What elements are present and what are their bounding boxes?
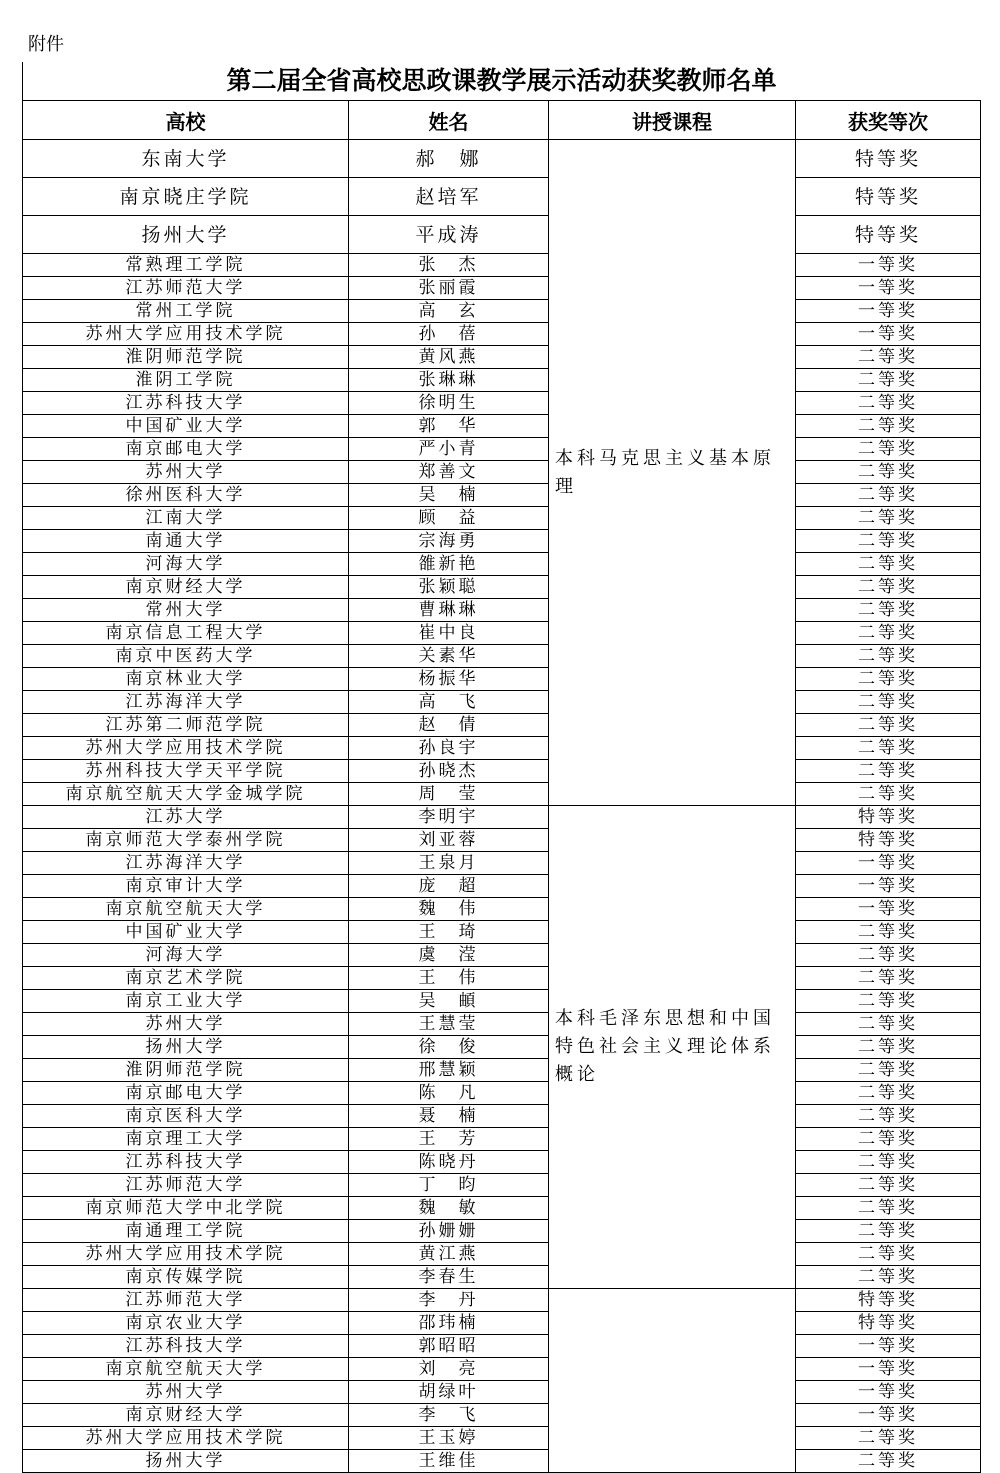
table-row [23, 829, 981, 852]
school-cell: 南京中医药大学 [23, 645, 349, 668]
award-level-cell: 二等奖 [796, 1197, 981, 1220]
school-cell: 南京艺术学院 [23, 967, 349, 990]
table-row [23, 254, 981, 277]
teacher-name-cell: 王慧莹 [349, 1013, 549, 1036]
teacher-name-cell: 邢慧颖 [349, 1059, 549, 1082]
award-level-cell: 二等奖 [796, 576, 981, 599]
teacher-name-cell: 庞 超 [349, 875, 549, 898]
table-row [23, 944, 981, 967]
table-row [23, 1450, 981, 1473]
award-level-cell: 二等奖 [796, 346, 981, 369]
school-cell: 淮阴师范学院 [23, 1059, 349, 1082]
award-level-cell: 二等奖 [796, 438, 981, 461]
teacher-name-cell: 李 丹 [349, 1289, 549, 1312]
award-level-cell: 一等奖 [796, 254, 981, 277]
award-level-cell: 一等奖 [796, 898, 981, 921]
award-level-cell: 特等奖 [796, 806, 981, 829]
award-level-cell: 二等奖 [796, 461, 981, 484]
school-cell: 淮阴工学院 [23, 369, 349, 392]
school-cell: 江苏海洋大学 [23, 691, 349, 714]
award-level-cell: 二等奖 [796, 783, 981, 806]
school-cell: 常熟理工学院 [23, 254, 349, 277]
table-row [23, 1358, 981, 1381]
school-cell: 常州工学院 [23, 300, 349, 323]
teacher-name-cell: 王泉月 [349, 852, 549, 875]
table-row [23, 216, 981, 254]
school-cell: 南京师范大学中北学院 [23, 1197, 349, 1220]
teacher-name-cell: 张 杰 [349, 254, 549, 277]
award-level-cell: 二等奖 [796, 1105, 981, 1128]
table-row [23, 1013, 981, 1036]
table-row [23, 1220, 981, 1243]
attachment-label: 附件 [28, 34, 64, 55]
teacher-name-cell: 郝 娜 [349, 140, 549, 178]
school-cell: 苏州大学 [23, 1013, 349, 1036]
award-level-cell: 二等奖 [796, 1036, 981, 1059]
table-row [23, 921, 981, 944]
teacher-name-cell: 张琳琳 [349, 369, 549, 392]
school-cell: 南京传媒学院 [23, 1266, 349, 1289]
teacher-name-cell: 曹琳琳 [349, 599, 549, 622]
table-row [23, 990, 981, 1013]
table-row [23, 668, 981, 691]
school-cell: 南京工业大学 [23, 990, 349, 1013]
header-course: 讲授课程 [549, 101, 796, 140]
table-row [23, 461, 981, 484]
teacher-name-cell: 邵玮楠 [349, 1312, 549, 1335]
award-level-cell: 二等奖 [796, 530, 981, 553]
table-row [23, 323, 981, 346]
school-cell: 苏州大学 [23, 461, 349, 484]
teacher-name-cell: 赵 倩 [349, 714, 549, 737]
teacher-name-cell: 吴 楠 [349, 484, 549, 507]
teacher-name-cell: 魏 敏 [349, 1197, 549, 1220]
award-level-cell: 一等奖 [796, 323, 981, 346]
table-row [23, 369, 981, 392]
school-cell: 江苏师范大学 [23, 1174, 349, 1197]
table-row [23, 1335, 981, 1358]
teacher-name-cell: 郭 华 [349, 415, 549, 438]
table-row [23, 622, 981, 645]
table-row [23, 530, 981, 553]
table-row [23, 737, 981, 760]
school-cell: 苏州科技大学天平学院 [23, 760, 349, 783]
teacher-name-cell: 王维佳 [349, 1450, 549, 1473]
table-row [23, 875, 981, 898]
table-row [23, 300, 981, 323]
award-level-cell: 一等奖 [796, 1404, 981, 1427]
table-row [23, 1174, 981, 1197]
school-cell: 河海大学 [23, 553, 349, 576]
teacher-name-cell: 平成涛 [349, 216, 549, 254]
school-cell: 苏州大学应用技术学院 [23, 1243, 349, 1266]
teacher-name-cell: 丁 昀 [349, 1174, 549, 1197]
table-row [23, 760, 981, 783]
teacher-name-cell: 赵培军 [349, 178, 549, 216]
school-cell: 淮阴师范学院 [23, 346, 349, 369]
course-cell: 本科毛泽东思想和中国特色社会主义理论体系概论 [549, 806, 796, 1289]
school-cell: 南京财经大学 [23, 1404, 349, 1427]
table-row [23, 898, 981, 921]
award-level-cell: 二等奖 [796, 1174, 981, 1197]
teacher-name-cell: 聂 楠 [349, 1105, 549, 1128]
award-level-cell: 二等奖 [796, 1059, 981, 1082]
teacher-name-cell: 吴 頔 [349, 990, 549, 1013]
teacher-name-cell: 胡绿叶 [349, 1381, 549, 1404]
teacher-name-cell: 徐明生 [349, 392, 549, 415]
award-level-cell: 二等奖 [796, 990, 981, 1013]
teacher-name-cell: 周 莹 [349, 783, 549, 806]
school-cell: 东南大学 [23, 140, 349, 178]
award-level-cell: 二等奖 [796, 691, 981, 714]
teacher-name-cell: 孙良宇 [349, 737, 549, 760]
teacher-name-cell: 孙姗姗 [349, 1220, 549, 1243]
teacher-name-cell: 宗海勇 [349, 530, 549, 553]
teacher-name-cell: 刘亚蓉 [349, 829, 549, 852]
course-cell [549, 1289, 796, 1473]
award-level-cell: 二等奖 [796, 1243, 981, 1266]
table-row [23, 1243, 981, 1266]
table-row [23, 392, 981, 415]
teacher-name-cell: 杨振华 [349, 668, 549, 691]
award-level-cell: 二等奖 [796, 1082, 981, 1105]
teacher-name-cell: 孙 蓓 [349, 323, 549, 346]
table-row [23, 438, 981, 461]
teacher-name-cell: 顾 益 [349, 507, 549, 530]
award-level-cell: 二等奖 [796, 1427, 981, 1450]
header-school: 高校 [23, 101, 349, 140]
header-row [23, 101, 981, 140]
award-level-cell: 二等奖 [796, 622, 981, 645]
award-level-cell: 二等奖 [796, 392, 981, 415]
table-row [23, 576, 981, 599]
table-row [23, 852, 981, 875]
award-table [22, 100, 981, 1473]
teacher-name-cell: 关素华 [349, 645, 549, 668]
table-row [23, 1082, 981, 1105]
school-cell: 扬州大学 [23, 1450, 349, 1473]
award-level-cell: 特等奖 [796, 1312, 981, 1335]
award-level-cell: 二等奖 [796, 944, 981, 967]
teacher-name-cell: 李春生 [349, 1266, 549, 1289]
teacher-name-cell: 孙晓杰 [349, 760, 549, 783]
table-row [23, 1128, 981, 1151]
table-row [23, 178, 981, 216]
school-cell: 南京航空航天大学 [23, 1358, 349, 1381]
table-row [23, 714, 981, 737]
table-row [23, 691, 981, 714]
school-cell: 江苏第二师范学院 [23, 714, 349, 737]
teacher-name-cell: 王 琦 [349, 921, 549, 944]
teacher-name-cell: 雒新艳 [349, 553, 549, 576]
award-level-cell: 特等奖 [796, 140, 981, 178]
award-level-cell: 二等奖 [796, 553, 981, 576]
award-level-cell: 二等奖 [796, 645, 981, 668]
header-award: 获奖等次 [796, 101, 981, 140]
school-cell: 中国矿业大学 [23, 415, 349, 438]
table-row [23, 1381, 981, 1404]
teacher-name-cell: 高 飞 [349, 691, 549, 714]
table-row [23, 645, 981, 668]
school-cell: 扬州大学 [23, 1036, 349, 1059]
school-cell: 中国矿业大学 [23, 921, 349, 944]
school-cell: 南京信息工程大学 [23, 622, 349, 645]
teacher-name-cell: 黄江燕 [349, 1243, 549, 1266]
award-level-cell: 二等奖 [796, 415, 981, 438]
table-row [23, 783, 981, 806]
table-row [23, 484, 981, 507]
teacher-name-cell: 崔中良 [349, 622, 549, 645]
award-level-cell: 二等奖 [796, 484, 981, 507]
award-level-cell: 二等奖 [796, 921, 981, 944]
teacher-name-cell: 高 玄 [349, 300, 549, 323]
award-level-cell: 二等奖 [796, 1450, 981, 1473]
school-cell: 南京晓庄学院 [23, 178, 349, 216]
award-level-cell: 特等奖 [796, 216, 981, 254]
award-level-cell: 二等奖 [796, 1013, 981, 1036]
award-level-cell: 特等奖 [796, 178, 981, 216]
table-row [23, 1151, 981, 1174]
award-level-cell: 一等奖 [796, 1358, 981, 1381]
award-level-cell: 二等奖 [796, 507, 981, 530]
table-row [23, 507, 981, 530]
school-cell: 河海大学 [23, 944, 349, 967]
teacher-name-cell: 魏 伟 [349, 898, 549, 921]
table-row [23, 553, 981, 576]
teacher-name-cell: 张颖聪 [349, 576, 549, 599]
award-level-cell: 二等奖 [796, 760, 981, 783]
table-row [23, 599, 981, 622]
school-cell: 南京财经大学 [23, 576, 349, 599]
teacher-name-cell: 王 伟 [349, 967, 549, 990]
school-cell: 苏州大学应用技术学院 [23, 1427, 349, 1450]
award-level-cell: 二等奖 [796, 737, 981, 760]
school-cell: 南京医科大学 [23, 1105, 349, 1128]
school-cell: 常州大学 [23, 599, 349, 622]
teacher-name-cell: 陈晓丹 [349, 1151, 549, 1174]
table-row [23, 140, 981, 178]
table-row [23, 277, 981, 300]
school-cell: 江苏科技大学 [23, 392, 349, 415]
school-cell: 南通大学 [23, 530, 349, 553]
school-cell: 南京航空航天大学金城学院 [23, 783, 349, 806]
school-cell: 江苏师范大学 [23, 277, 349, 300]
award-level-cell: 二等奖 [796, 1128, 981, 1151]
table-row [23, 1105, 981, 1128]
table-row [23, 346, 981, 369]
school-cell: 南京理工大学 [23, 1128, 349, 1151]
award-level-cell: 特等奖 [796, 829, 981, 852]
teacher-name-cell: 张丽霞 [349, 277, 549, 300]
table-row [23, 1404, 981, 1427]
school-cell: 苏州大学 [23, 1381, 349, 1404]
page-title: 第二届全省高校思政课教学展示活动获奖教师名单 [22, 62, 980, 100]
award-level-cell: 二等奖 [796, 1266, 981, 1289]
table-row [23, 967, 981, 990]
table-row [23, 1427, 981, 1450]
school-cell: 江苏科技大学 [23, 1335, 349, 1358]
school-cell: 南京审计大学 [23, 875, 349, 898]
award-level-cell: 二等奖 [796, 599, 981, 622]
teacher-name-cell: 严小青 [349, 438, 549, 461]
school-cell: 南通理工学院 [23, 1220, 349, 1243]
table-row [23, 1266, 981, 1289]
teacher-name-cell: 陈 凡 [349, 1082, 549, 1105]
award-level-cell: 二等奖 [796, 1151, 981, 1174]
school-cell: 南京林业大学 [23, 668, 349, 691]
award-level-cell: 一等奖 [796, 1381, 981, 1404]
table-row [23, 415, 981, 438]
school-cell: 江苏大学 [23, 806, 349, 829]
school-cell: 南京农业大学 [23, 1312, 349, 1335]
school-cell: 南京邮电大学 [23, 1082, 349, 1105]
table-row [23, 806, 981, 829]
teacher-name-cell: 李 飞 [349, 1404, 549, 1427]
teacher-name-cell: 徐 俊 [349, 1036, 549, 1059]
school-cell: 徐州医科大学 [23, 484, 349, 507]
table-row [23, 1059, 981, 1082]
course-cell: 本科马克思主义基本原理 [549, 140, 796, 806]
teacher-name-cell: 李明宇 [349, 806, 549, 829]
school-cell: 扬州大学 [23, 216, 349, 254]
table-row [23, 1036, 981, 1059]
school-cell: 江南大学 [23, 507, 349, 530]
school-cell: 南京航空航天大学 [23, 898, 349, 921]
award-level-cell: 一等奖 [796, 300, 981, 323]
award-level-cell: 二等奖 [796, 369, 981, 392]
table-row [23, 1312, 981, 1335]
award-level-cell: 二等奖 [796, 967, 981, 990]
teacher-name-cell: 虞 滢 [349, 944, 549, 967]
teacher-name-cell: 王玉婷 [349, 1427, 549, 1450]
table-row [23, 1289, 981, 1312]
school-cell: 江苏师范大学 [23, 1289, 349, 1312]
award-level-cell: 一等奖 [796, 875, 981, 898]
header-name: 姓名 [349, 101, 549, 140]
award-level-cell: 二等奖 [796, 1220, 981, 1243]
teacher-name-cell: 王 芳 [349, 1128, 549, 1151]
award-level-cell: 二等奖 [796, 668, 981, 691]
award-level-cell: 特等奖 [796, 1289, 981, 1312]
teacher-name-cell: 郭昭昭 [349, 1335, 549, 1358]
school-cell: 江苏海洋大学 [23, 852, 349, 875]
school-cell: 江苏科技大学 [23, 1151, 349, 1174]
school-cell: 南京师范大学泰州学院 [23, 829, 349, 852]
school-cell: 苏州大学应用技术学院 [23, 323, 349, 346]
table-row [23, 1197, 981, 1220]
teacher-name-cell: 郑善文 [349, 461, 549, 484]
school-cell: 苏州大学应用技术学院 [23, 737, 349, 760]
teacher-name-cell: 刘 亮 [349, 1358, 549, 1381]
school-cell: 南京邮电大学 [23, 438, 349, 461]
award-level-cell: 一等奖 [796, 1335, 981, 1358]
teacher-name-cell: 黄风燕 [349, 346, 549, 369]
award-level-cell: 一等奖 [796, 852, 981, 875]
award-level-cell: 二等奖 [796, 714, 981, 737]
award-level-cell: 一等奖 [796, 277, 981, 300]
